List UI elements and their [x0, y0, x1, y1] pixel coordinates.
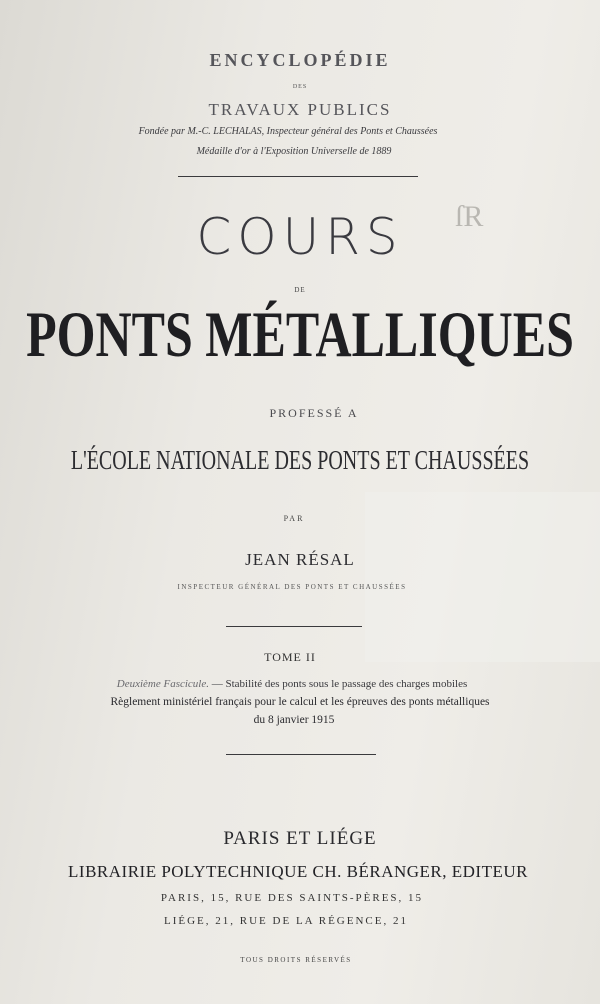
medal-line: Médaille d'or à l'Exposition Universelle de 1889	[196, 146, 392, 157]
school-heading: L'ÉCOLE NATIONALE DES PONTS ET CHAUSSÉES	[70, 445, 530, 476]
liege-address: LIÉGE, 21, RUE DE LA RÉGENCE, 21	[164, 915, 408, 927]
header-divider	[178, 176, 418, 177]
volume-desc-line1	[0, 678, 592, 690]
tome-label: TOME II	[264, 650, 316, 664]
volume-desc-line2: Règlement ministériel français pour le calcul et les épreuves des ponts métalliques	[110, 696, 490, 708]
volume-divider	[226, 754, 376, 755]
fascicule-subject: — Stabilité des ponts sous le passage des charges mobiles	[208, 678, 468, 690]
paris-address: PARIS, 15, RUE DES SAINTS-PÈRES, 15	[160, 892, 424, 904]
author-divider	[226, 626, 362, 627]
professe-label: PROFESSÉ A	[269, 406, 359, 420]
subject-heading: PONTS MÉTALLIQUES	[26, 297, 574, 371]
par-label: PAR	[283, 514, 305, 523]
series-heading: TRAVAUX PUBLICS	[208, 100, 392, 119]
des-label: DES	[292, 84, 308, 90]
author-name: JEAN RÉSAL	[245, 550, 355, 569]
cours-heading: COURS	[196, 208, 404, 266]
publisher-cities: PARIS ET LIÉGE	[223, 828, 377, 849]
encyclopedia-heading: ENCYCLOPÉDIE	[209, 50, 391, 70]
publisher-name: LIBRAIRIE POLYTECHNIQUE CH. BÉRANGER, EDITEUR	[68, 862, 528, 881]
rights-notice: TOUS DROITS RÉSERVÉS	[240, 956, 352, 964]
fascicule-lead: Deuxième Fascicule.	[116, 678, 209, 690]
bleed-through-mark: ſR	[455, 200, 484, 233]
founder-line: Fondée par M.-C. LECHALAS, Inspecteur général des Ponts et Chaussées	[138, 126, 438, 137]
de-label: DE	[294, 286, 306, 294]
volume-desc-line3: du 8 janvier 1915	[253, 714, 335, 726]
author-role: INSPECTEUR GÉNÉRAL DES PONTS ET CHAUSSÉES	[177, 583, 407, 591]
